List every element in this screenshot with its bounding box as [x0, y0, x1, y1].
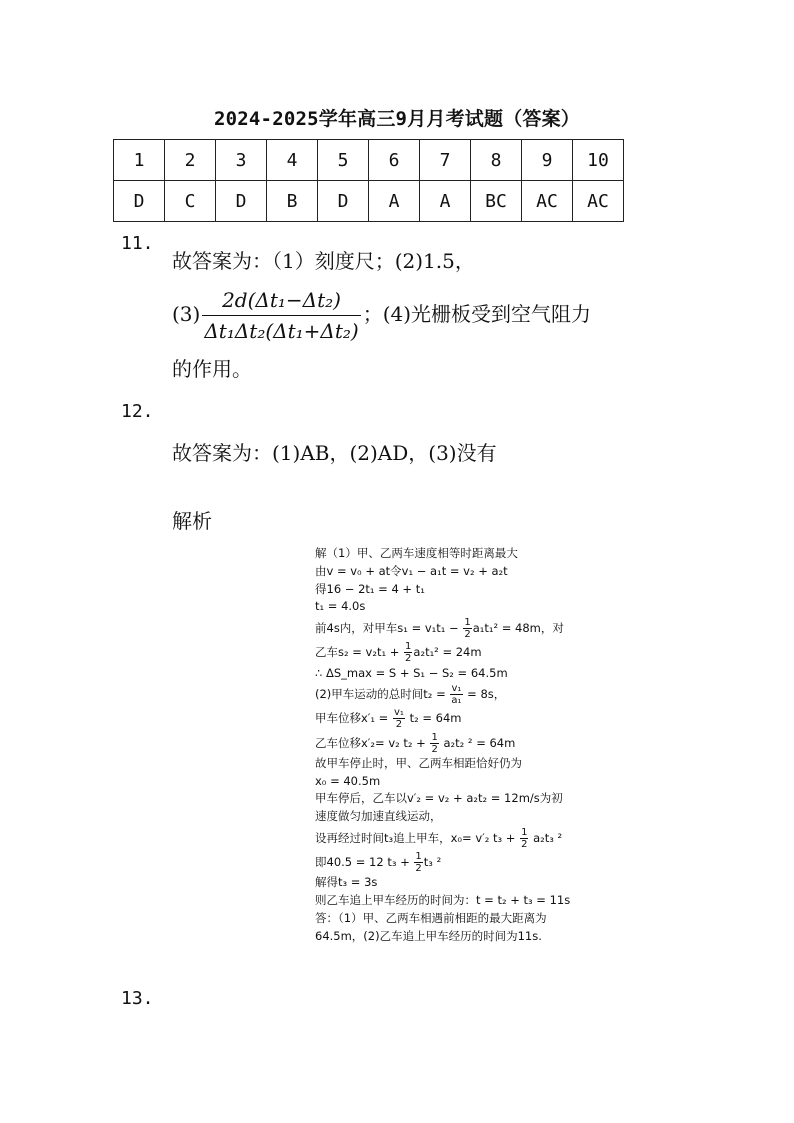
- question-number-cell: 8: [471, 140, 522, 181]
- solution-text: = 8s，: [463, 687, 506, 702]
- question-number-cell: 4: [267, 140, 318, 181]
- fraction-denominator: 2: [415, 863, 422, 875]
- q11-part3-prefix: (3): [172, 302, 201, 326]
- v1-over-a1-fraction: [450, 683, 462, 706]
- solution-text: t₂ = 64m: [405, 711, 462, 726]
- answer-cell: D: [318, 181, 369, 222]
- solution-text: a₁t₁² = 48m，对: [472, 621, 564, 636]
- solution-line: 64.5m，(2)乙车追上甲车经历的时间为11s.: [315, 928, 542, 943]
- solution-line: [315, 706, 605, 730]
- solution-line: 由v = v₀ + at令v₁ − a₁t = v₂ + a₂t: [315, 563, 508, 578]
- fraction-numerator: 1: [405, 641, 412, 653]
- solution-text: a₂t₁² = 24m: [413, 645, 482, 660]
- half-fraction: [404, 641, 412, 664]
- solution-text: a₂t₃ ²: [529, 831, 563, 846]
- question-number-cell: 1: [114, 140, 165, 181]
- answer-cell: B: [267, 181, 318, 222]
- solution-line: t₁ = 4.0s: [315, 599, 366, 614]
- fraction-numerator: 1: [464, 617, 471, 629]
- solution-line: 解（1）甲、乙两车速度相等时距离最大: [315, 546, 518, 560]
- solution-line: [315, 826, 605, 850]
- fraction-denominator: 2: [405, 653, 412, 665]
- q12-analysis-label: 解析: [172, 509, 212, 533]
- answer-cell: AC: [522, 181, 573, 222]
- solution-line: 解得t₃ = 3s: [315, 875, 378, 890]
- question-11-number: 11.: [121, 233, 154, 254]
- solution-text: 前4s内，对甲车s₁ = v₁t₁ −: [315, 621, 463, 636]
- q11-fraction-denominator: Δt₁Δt₂(Δt₁+Δt₂): [204, 319, 359, 343]
- solution-text: (2)甲车运动的总时间t₂ =: [315, 687, 450, 702]
- half-fraction: [414, 851, 422, 874]
- solution-text: 甲车位移x′₁ =: [315, 711, 392, 726]
- question-number-cell: 3: [216, 140, 267, 181]
- q11-answer-line-1: 故答案为：（1）刻度尺；(2)1.5，: [172, 249, 475, 273]
- fraction-denominator: 2: [521, 839, 528, 851]
- solution-line: 故甲车停止时，甲、乙两车相距恰好仍为: [315, 755, 522, 770]
- q12-solution-image: [315, 545, 605, 946]
- solution-line: [315, 616, 605, 640]
- q11-answer-line-2: [172, 288, 591, 343]
- fraction-numerator: 1: [521, 827, 528, 839]
- solution-text: 乙车位移x′₂= v₂ t₂ +: [315, 735, 430, 750]
- solution-line: x₀ = 40.5m: [315, 773, 381, 788]
- q11-part4-text: ；(4)光栅板受到空气阻力: [362, 302, 592, 326]
- fraction-numerator: v₁: [393, 707, 404, 719]
- half-fraction: [463, 617, 471, 640]
- q11-fraction: [202, 288, 360, 343]
- answer-cell: D: [114, 181, 165, 222]
- q11-fraction-numerator: 2d(Δt₁−Δt₂): [202, 288, 360, 316]
- q12-answer-line: 故答案为：(1)AB，(2)AD，(3)没有: [172, 441, 497, 465]
- answer-table-number-row: [114, 140, 624, 181]
- answer-table: [113, 139, 624, 222]
- question-number-cell: 2: [165, 140, 216, 181]
- answer-cell: BC: [471, 181, 522, 222]
- solution-line: 答：（1）甲、乙两车相遇前相距的最大距离为: [315, 910, 547, 925]
- question-number-cell: 9: [522, 140, 573, 181]
- question-number-cell: 5: [318, 140, 369, 181]
- solution-line: [315, 640, 605, 664]
- answer-cell: A: [420, 181, 471, 222]
- question-number-cell: 10: [573, 140, 624, 181]
- solution-text: 乙车s₂ = v₂t₁ +: [315, 645, 404, 660]
- fraction-denominator: 2: [464, 629, 471, 641]
- fraction-denominator: 2: [395, 719, 403, 731]
- v1-over-2-fraction: [393, 707, 405, 730]
- page-title: 2024-2025学年高三9月月考试题（答案）: [214, 108, 580, 130]
- solution-line: 得16 − 2t₁ = 4 + t₁: [315, 581, 425, 596]
- solution-line: 则乙车追上甲车经历的时间为：t = t₂ + t₃ = 11s: [315, 893, 571, 908]
- half-fraction: [520, 827, 528, 850]
- question-13-number: 13.: [121, 988, 154, 1009]
- solution-line: 速度做匀加速直线运动，: [315, 809, 442, 824]
- fraction-numerator: 1: [415, 851, 422, 863]
- answer-cell: D: [216, 181, 267, 222]
- solution-text: 即40.5 = 12 t₃ +: [315, 855, 414, 870]
- half-fraction: [430, 732, 438, 755]
- answer-cell: AC: [573, 181, 624, 222]
- answer-cell: C: [165, 181, 216, 222]
- fraction-numerator: v₁: [451, 683, 462, 695]
- solution-line: [315, 682, 605, 706]
- question-number-cell: 6: [369, 140, 420, 181]
- question-number-cell: 7: [420, 140, 471, 181]
- answer-table-answer-row: [114, 181, 624, 222]
- solution-text: 设再经过时间t₃追上甲车，x₀= v′₂ t₃ +: [315, 831, 520, 846]
- solution-text: a₂t₂ ² = 64m: [439, 735, 516, 750]
- fraction-numerator: 1: [431, 731, 438, 743]
- question-12-number: 12.: [121, 401, 154, 422]
- solution-line: [315, 850, 605, 874]
- answer-cell: A: [369, 181, 420, 222]
- solution-text: t₃ ²: [423, 855, 442, 870]
- fraction-denominator: 2: [431, 743, 438, 755]
- fraction-denominator: a₁: [451, 695, 462, 707]
- solution-line: 甲车停后，乙车以v′₂ = v₂ + a₂t₂ = 12m/s为初: [315, 791, 563, 806]
- q11-answer-line-3: 的作用。: [172, 357, 252, 381]
- solution-line: [315, 731, 605, 755]
- solution-line: ∴ ΔS_max = S + S₁ − S₂ = 64.5m: [315, 665, 508, 680]
